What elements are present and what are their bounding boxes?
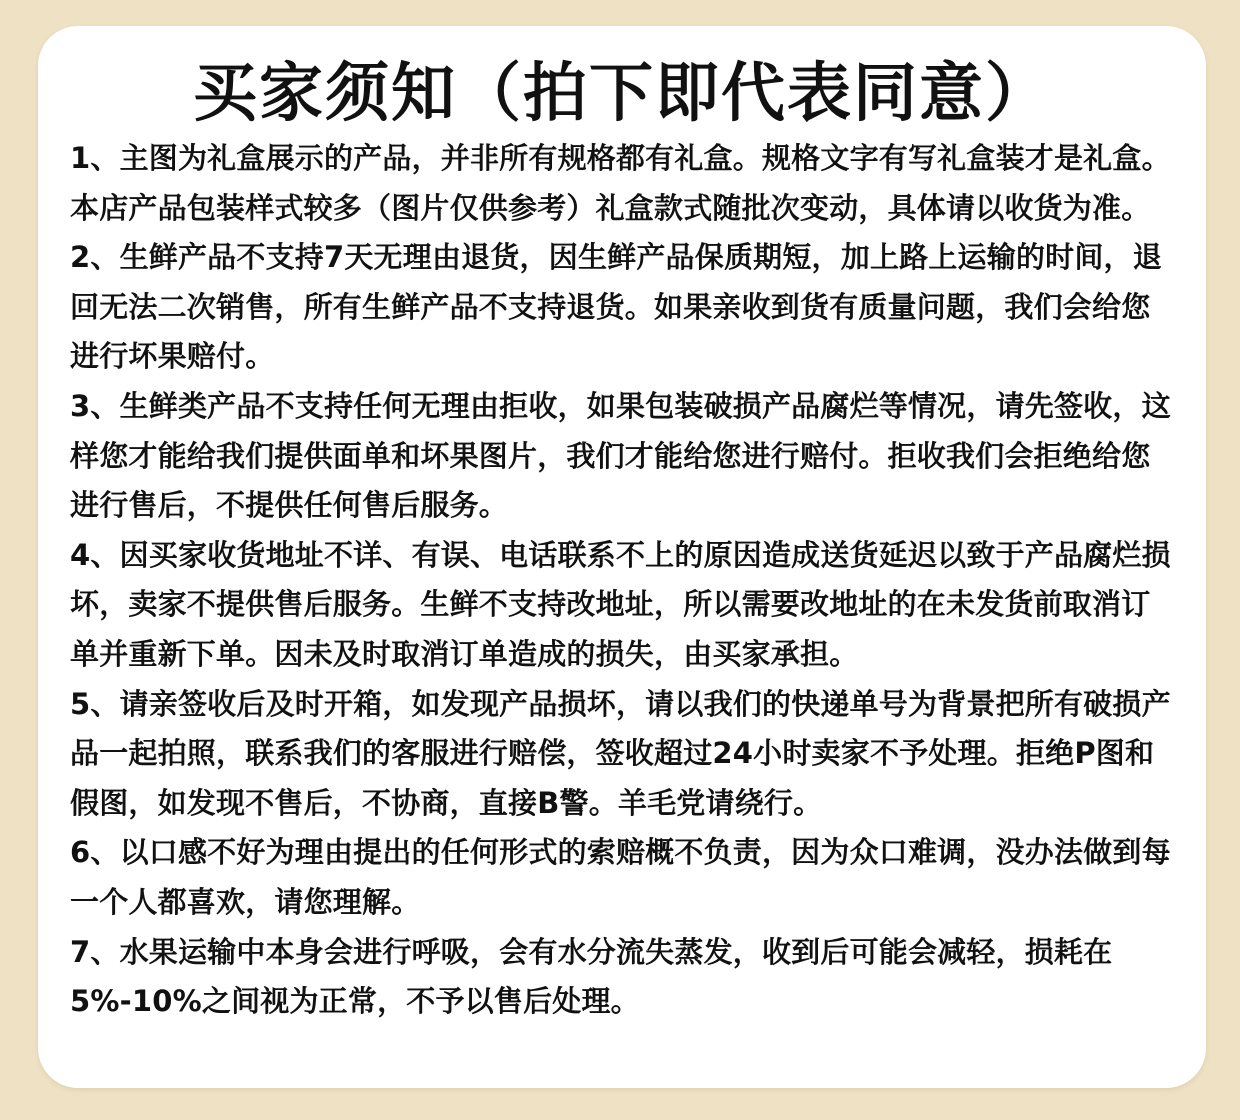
notice-item-2: 2、生鲜产品不支持7天无理由退货，因生鲜产品保质期短，加上路上运输的时间，退回无法二次销售，所有生鲜产品不支持退货。如果亲收到货有质量问题，我们会给您进行坏果赔付。 xyxy=(70,240,1162,374)
notice-item-6: 6、以口感不好为理由提出的任何形式的索赔概不负责，因为众口难调，没办法做到每一个人都喜欢，请您理解。 xyxy=(70,835,1171,919)
notice-item-1: 1、主图为礼盒展示的产品，并非所有规格都有礼盒。规格文字有写礼盒装才是礼盒。本店产品包装样式较多（图片仅供参考）礼盒款式随批次变动，具体请以收货为准。 xyxy=(70,141,1171,225)
notice-title: 买家须知（拍下即代表同意） xyxy=(193,57,1051,131)
notice-item-4: 4、因买家收货地址不详、有误、电话联系不上的原因造成送货延迟以致于产品腐烂损坏，卖家不提供售后服务。生鲜不支持改地址，所以需要改地址的在未发货前取消订单并重新下单。因未及时取消订单造成的损失，由买家承担。 xyxy=(70,537,1171,671)
notice-body xyxy=(70,134,1174,1027)
notice-item-3: 3、生鲜类产品不支持任何无理由拒收，如果包装破损产品腐烂等情况，请先签收，这样您才能给我们提供面单和坏果图片，我们才能给您进行赔付。拒收我们会拒绝给您进行售后，不提供任何售后服务。 xyxy=(70,388,1171,523)
notice-card xyxy=(38,26,1206,1088)
notice-item-5: 5、请亲签收后及时开箱，如发现产品损坏，请以我们的快递单号为背景把所有破损产品一起拍照，联系我们的客服进行赔偿，签收超过24小时卖家不予处理。拒绝P图和假图，如发现不售后，不协商，直接B警。羊毛党请绕行。 xyxy=(70,686,1171,820)
notice-item-7: 7、水果运输中本身会进行呼吸，会有水分流失蒸发，收到后可能会减轻，损耗在5%-10%之间视为正常，不予以售后处理。 xyxy=(70,934,1113,1019)
